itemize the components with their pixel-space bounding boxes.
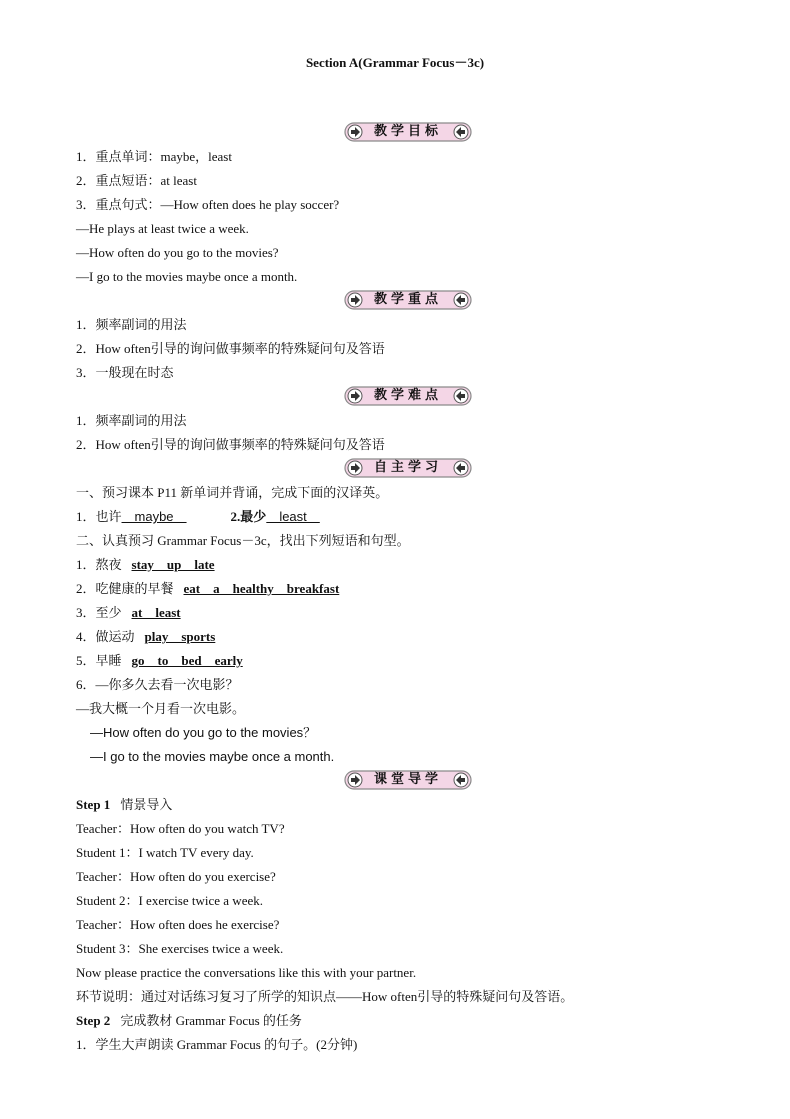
- key-point-line-3: 3．一般现在时态: [76, 365, 174, 380]
- objective-line-3: 3．重点句式：—How often does he play soccer?: [76, 197, 340, 212]
- dialogue-line-1: Teacher：How often do you watch TV?: [76, 821, 285, 836]
- sentence-answer-1: —How often do you go to the movies？: [90, 725, 317, 740]
- phrase-row-4: [76, 629, 215, 645]
- phrase-3-label: 3．至少: [76, 605, 122, 620]
- phrase-4-label: 4．做运动: [76, 629, 135, 644]
- objective-line-4: —He plays at least twice a week.: [76, 221, 249, 236]
- phrase-row-1: [76, 557, 215, 573]
- phrase-5-answer: go to bed early: [131, 653, 243, 668]
- phrase-5-label: 5．早睡: [76, 653, 122, 668]
- step-1-note: 环节说明：通过对话练习复习了所学的知识点——How often引导的特殊疑问句及答语。: [76, 989, 574, 1004]
- objective-line-1: 1．重点单词：maybe，least: [76, 149, 232, 164]
- vocab-q2-label: 2.最少: [230, 509, 267, 524]
- banner-label: 教学目标: [373, 124, 442, 139]
- objective-line-6: —I go to the movies maybe once a month.: [76, 269, 298, 284]
- banner-label: 课堂导学: [373, 772, 442, 787]
- dialogue-line-7: Now please practice the conversations like this with your partner.: [76, 965, 417, 980]
- phrase-2-label: 2．吃健康的早餐: [76, 581, 174, 596]
- step-2-title: 完成教材 Grammar Focus 的任务: [120, 1013, 302, 1028]
- step-2-line-1: 1．学生大声朗读 Grammar Focus 的句子。(2分钟): [76, 1037, 358, 1052]
- page-title: Section A(Grammar Focus－3c): [305, 55, 485, 70]
- phrase-row-2: [76, 581, 339, 597]
- vocab-q2-answer: least: [266, 509, 320, 524]
- step-2-label: Step 2: [76, 1013, 111, 1028]
- dialogue-line-2: Student 1：I watch TV every day.: [76, 845, 254, 860]
- banner-label: 教学重点: [373, 292, 442, 307]
- phrase-4-answer: play sports: [144, 629, 216, 644]
- phrase-3-answer: at least: [131, 605, 181, 620]
- step-2-heading: [76, 1013, 302, 1029]
- objective-line-5: —How often do you go to the movies?: [76, 245, 279, 260]
- step-1-label: Step 1: [76, 797, 111, 812]
- sentence-answer-2: —I go to the movies maybe once a month.: [90, 749, 335, 764]
- sentence-question-2: —我大概一个月看一次电影。: [76, 701, 246, 716]
- dialogue-line-6: Student 3：She exercises twice a week.: [76, 941, 284, 956]
- phrase-1-label: 1．熬夜: [76, 557, 122, 572]
- key-point-line-2: 2．How often引导的询问做事频率的特殊疑问句及答语: [76, 341, 385, 356]
- self-study-part-1: 一、预习课本 P11 新单词并背诵，完成下面的汉译英。: [76, 485, 389, 500]
- phrase-1-answer: stay up late: [131, 557, 215, 572]
- phrase-2-answer: eat a healthy breakfast: [183, 581, 340, 596]
- phrase-row-5: [76, 653, 243, 669]
- dialogue-line-5: Teacher：How often does he exercise?: [76, 917, 280, 932]
- section-banner-self-study: [344, 458, 472, 478]
- phrase-row-3: [76, 605, 181, 621]
- vocab-q1-answer: maybe: [121, 509, 187, 524]
- difficulty-line-1: 1．频率副词的用法: [76, 413, 187, 428]
- objective-line-2: 2．重点短语：at least: [76, 173, 197, 188]
- self-study-vocab-row: [76, 509, 320, 525]
- section-banner-objectives: [344, 122, 472, 142]
- dialogue-line-3: Teacher：How often do you exercise?: [76, 869, 276, 884]
- section-banner-key-points: [344, 290, 472, 310]
- step-1-title: 情景导入: [120, 797, 173, 812]
- banner-label: 教学难点: [373, 388, 442, 403]
- vocab-q1-label: 1．也许: [76, 509, 122, 524]
- dialogue-line-4: Student 2：I exercise twice a week.: [76, 893, 263, 908]
- key-point-line-1: 1．频率副词的用法: [76, 317, 187, 332]
- section-banner-difficulties: [344, 386, 472, 406]
- step-1-heading: [76, 797, 172, 813]
- section-banner-classroom: [344, 770, 472, 790]
- banner-label: 自主学习: [373, 460, 442, 475]
- sentence-question-1: 6．—你多久去看一次电影？: [76, 677, 239, 692]
- self-study-part-2: 二、认真预习 Grammar Focus－3c，找出下列短语和句型。: [76, 533, 410, 548]
- difficulty-line-2: 2．How often引导的询问做事频率的特殊疑问句及答语: [76, 437, 385, 452]
